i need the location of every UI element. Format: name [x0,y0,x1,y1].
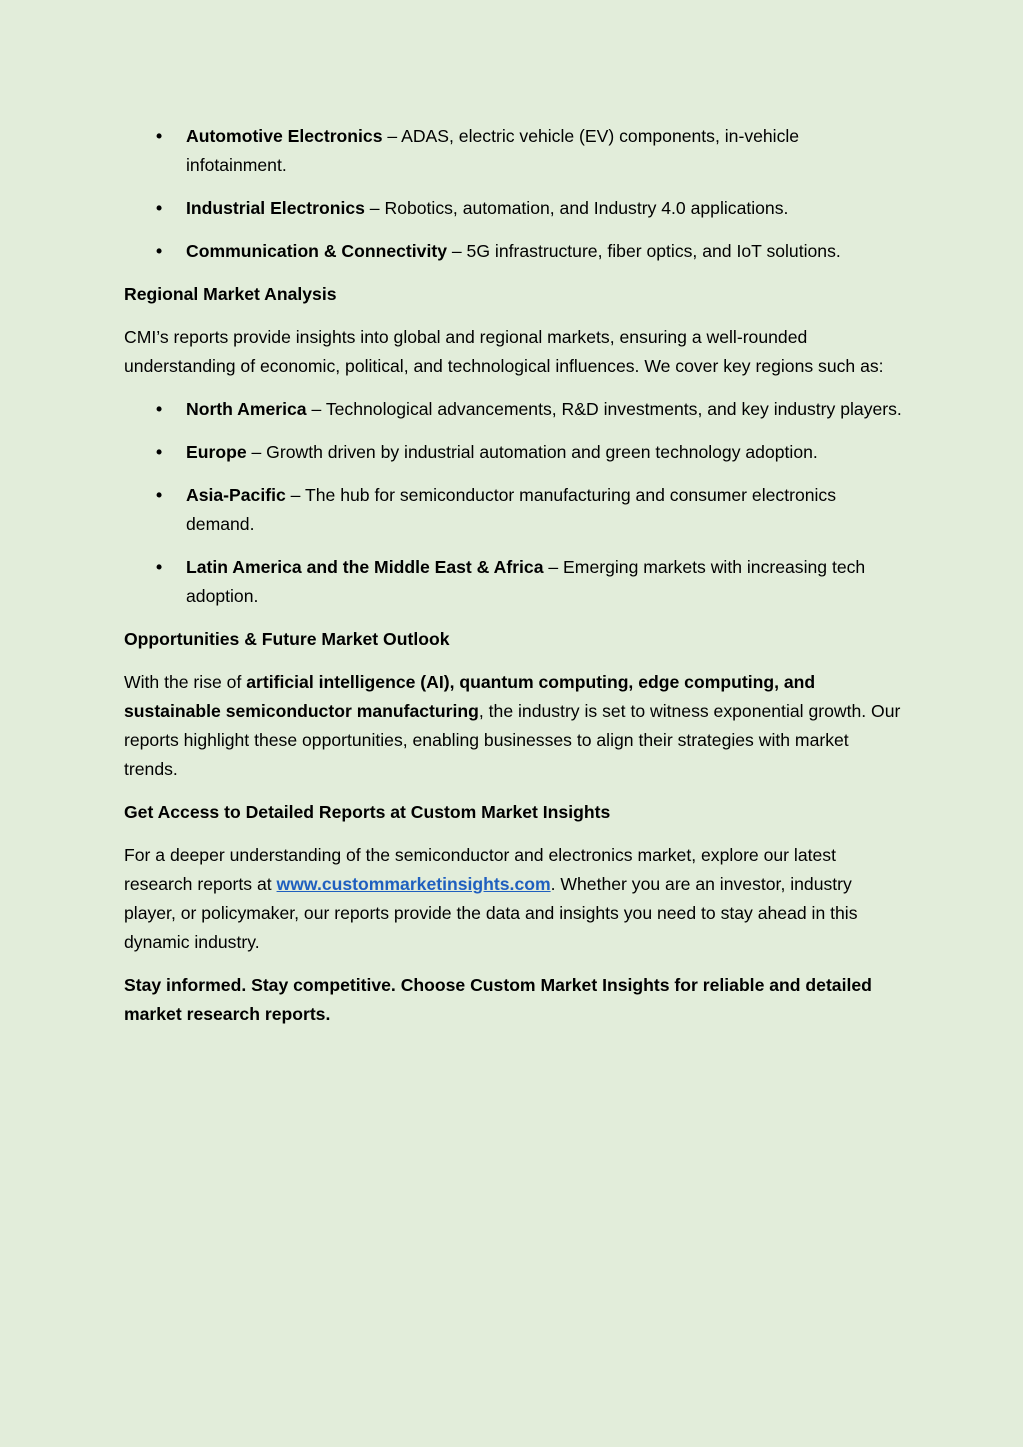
list-item [124,395,904,424]
regions-list [124,395,904,611]
access-heading: Get Access to Detailed Reports at Custom Market Insights [124,802,611,822]
list-item-desc: – The hub for semiconductor manufacturing and consumer electronics demand. [186,485,837,534]
document-body [124,122,904,1043]
closing-statement: Stay informed. Stay competitive. Choose Custom Market Insights for reliable and detailed market research reports. [124,975,872,1024]
access-paragraph [124,841,904,957]
list-item-term: Europe [186,442,247,462]
list-item-term: North America [186,399,307,419]
list-item [124,438,904,467]
outlook-heading: Opportunities & Future Market Outlook [124,629,450,649]
segments-list [124,122,904,266]
bullet-icon: • [156,442,163,462]
list-item [124,553,904,611]
list-item-term: Latin America and the Middle East & Africa [186,557,544,577]
list-item-desc: – Growth driven by industrial automation and green technology adoption. [246,442,818,462]
bullet-icon: • [156,198,163,218]
list-item-desc: – ADAS, electric vehicle (EV) components, in-vehicle infotainment. [186,126,800,175]
bullet-icon: • [156,126,163,146]
list-item [124,237,904,266]
list-item-desc: – 5G infrastructure, fiber optics, and IoT solutions. [447,241,841,261]
list-item [124,194,904,223]
list-item-term: Communication & Connectivity [186,241,447,261]
bullet-icon: • [156,399,163,419]
list-item [124,122,904,180]
website-link[interactable]: www.custommarketinsights.com [276,874,551,894]
list-item-term: Asia-Pacific [186,485,286,505]
access-text-end: . Whether you are an investor, industry player, or policymaker, our reports provide the data and insights you need to stay ahead in this dynamic industry. [124,874,858,952]
list-item-term: Automotive Electronics [186,126,383,146]
outlook-text-bold: artificial intelligence (AI), quantum computing, edge computing, and sustainable semiconductor manufacturing [124,672,816,721]
bullet-icon: • [156,557,163,577]
list-item-desc: – Robotics, automation, and Industry 4.0 applications. [364,198,789,218]
access-text-start: For a deeper understanding of the semiconductor and electronics market, explore our latest research reports at [124,845,836,894]
list-item [124,481,904,539]
list-item-term: Industrial Electronics [186,198,365,218]
regional-heading: Regional Market Analysis [124,284,337,304]
list-item-desc: – Technological advancements, R&D investments, and key industry players. [306,399,902,419]
bullet-icon: • [156,241,163,261]
outlook-text-start: With the rise of [124,672,247,692]
bullet-icon: • [156,485,163,505]
list-item-desc: – Emerging markets with increasing tech adoption. [186,557,866,606]
outlook-paragraph [124,668,904,784]
regional-intro: CMI’s reports provide insights into global and regional markets, ensuring a well-rounded understanding of economic, political, and technological influences. We cover key regions such as: [124,327,884,376]
outlook-text-end: , the industry is set to witness exponential growth. Our reports highlight these opportunities, enabling businesses to align their strategies with market trends. [124,701,901,779]
